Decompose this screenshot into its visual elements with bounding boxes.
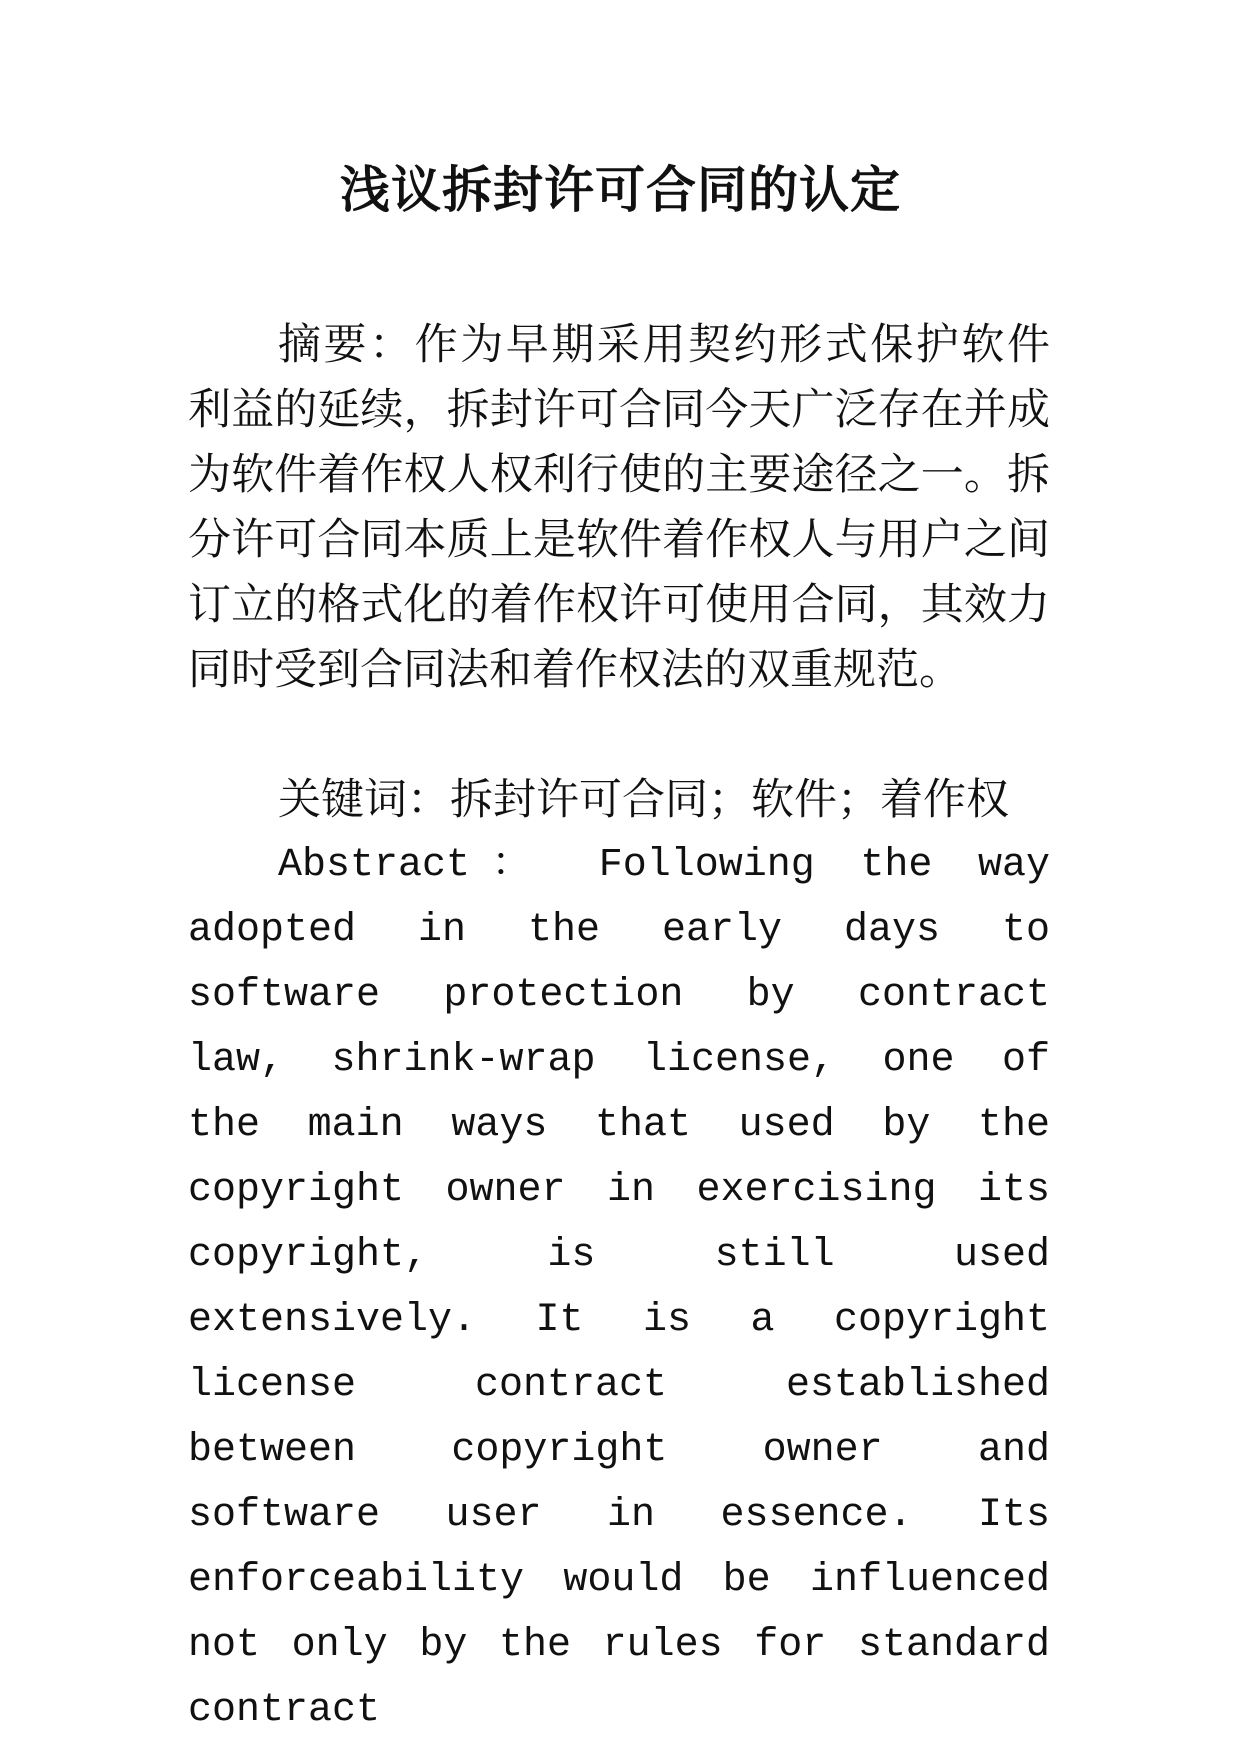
english-abstract: Abstract： Following the way adopted in the early days to software protection by contract law, shrink-wrap license, one of the main ways that used by the copyright owner in exercising its copyright, is still used extensively. It is a copyright license contract established between copyright owner and software user in essence. Its enforceability would be influenced not only by the rules for standard contract (188, 843, 1050, 1733)
keywords: 关键词：拆封许可合同；软件；着作权 (278, 775, 1009, 825)
document-title: 浅议拆封许可合同的认定 (340, 161, 901, 219)
chinese-abstract: 摘要：作为早期采用契约形式保护软件利益的延续，拆封许可合同今天广泛存在并成为软件着作权人权利行使的主要途径之一。拆分许可合同本质上是软件着作权人与用户之间订立的格式化的着作权许可使用合同，其效力同时受到合同法和着作权法的双重规范。 (188, 320, 1050, 695)
